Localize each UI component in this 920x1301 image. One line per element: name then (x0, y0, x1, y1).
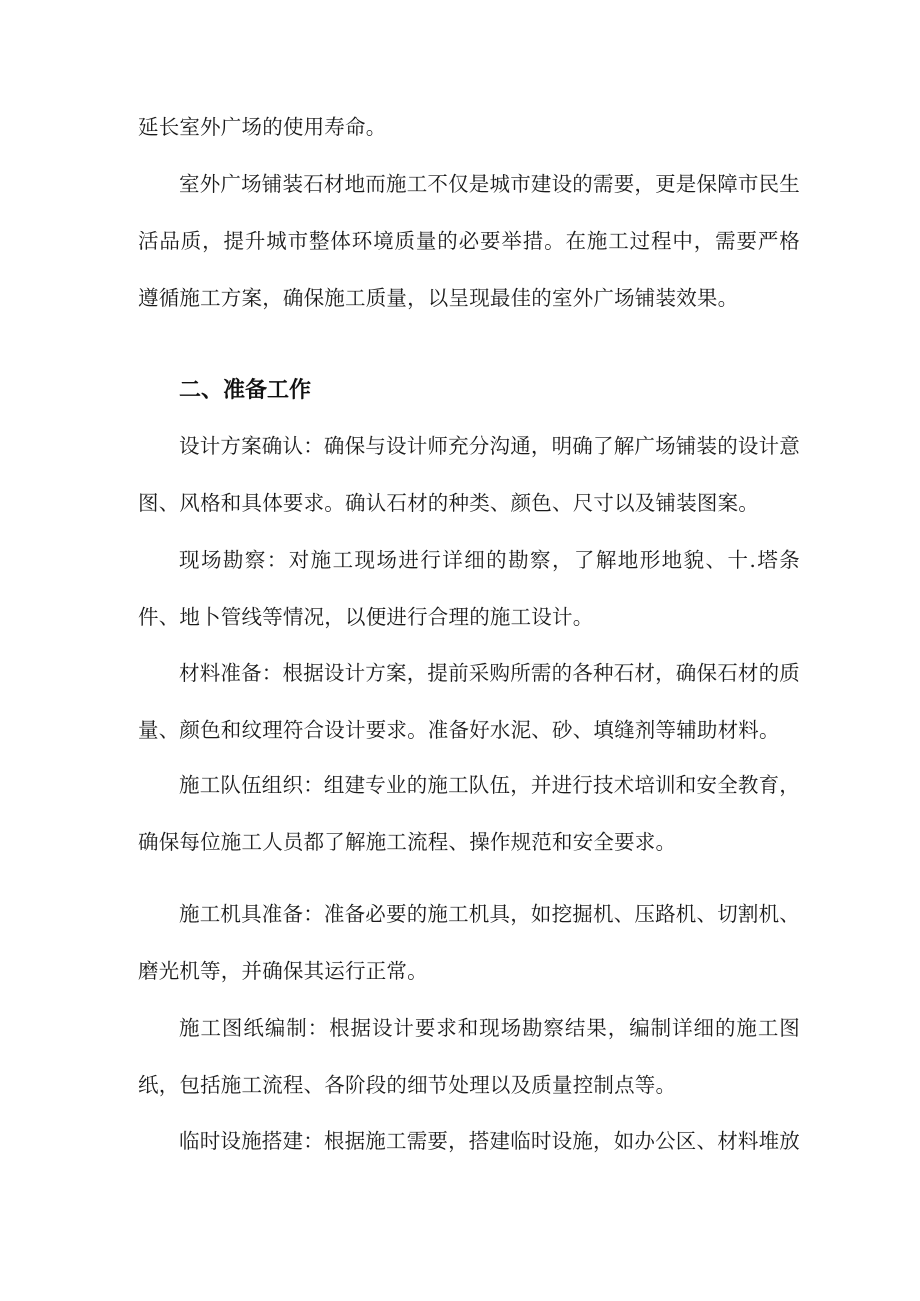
paragraph-drawing-compilation: 施工图纸编制：根据设计要求和现场勘察结果，编制详细的施工图纸，包括施工流程、各阶段的细节处理以及质量控制点等。 (138, 1016, 800, 1097)
continuation-paragraph: 延长室外广场的使用寿命。 (138, 115, 387, 139)
paragraph-team-organization: 施工队伍组织：组建专业的施工队伍，并进行技术培训和安全教育，确保每位施工人员都了解施工流程、操作规范和安全要求。 (138, 773, 800, 854)
paragraph-material-preparation: 材料准备：根据设计方案，提前采购所需的各种石材，确保石材的质量、颜色和纹理符合设计要求。准备好水泥、砂、填缝剂等辅助材料。 (138, 661, 800, 742)
paragraph-equipment-preparation: 施工机具准备：准备必要的施工机具，如挖掘机、压路机、切割机、磨光机等，并确保其运行正常。 (138, 902, 800, 983)
paragraph-temporary-facilities: 临时设施搭建：根据施工需要，搭建临时设施，如办公区、材料堆放 (179, 1129, 800, 1153)
paragraph-site-survey: 现场勘察：对施工现场进行详细的勘察，了解地形地貌、十.塔条件、地卜管线等情况，以便进行合理的施工设计。 (138, 548, 800, 629)
intro-paragraph: 室外广场铺装石材地而施工不仅是城市建设的需要，更是保障市民生活品质，提升城市整体环境质量的必要举措。在施工过程中，需要严格遵循施工方案，确保施工质量，以呈现最佳的室外广场铺装效果。 (138, 172, 800, 310)
section-heading: 二、准备工作 (179, 378, 312, 403)
paragraph-design-confirmation: 设计方案确认：确保与设计师充分沟通，明确了解广场铺装的设计意图、风格和具体要求。确认石材的种类、颜色、尺寸以及铺装图案。 (138, 434, 800, 515)
